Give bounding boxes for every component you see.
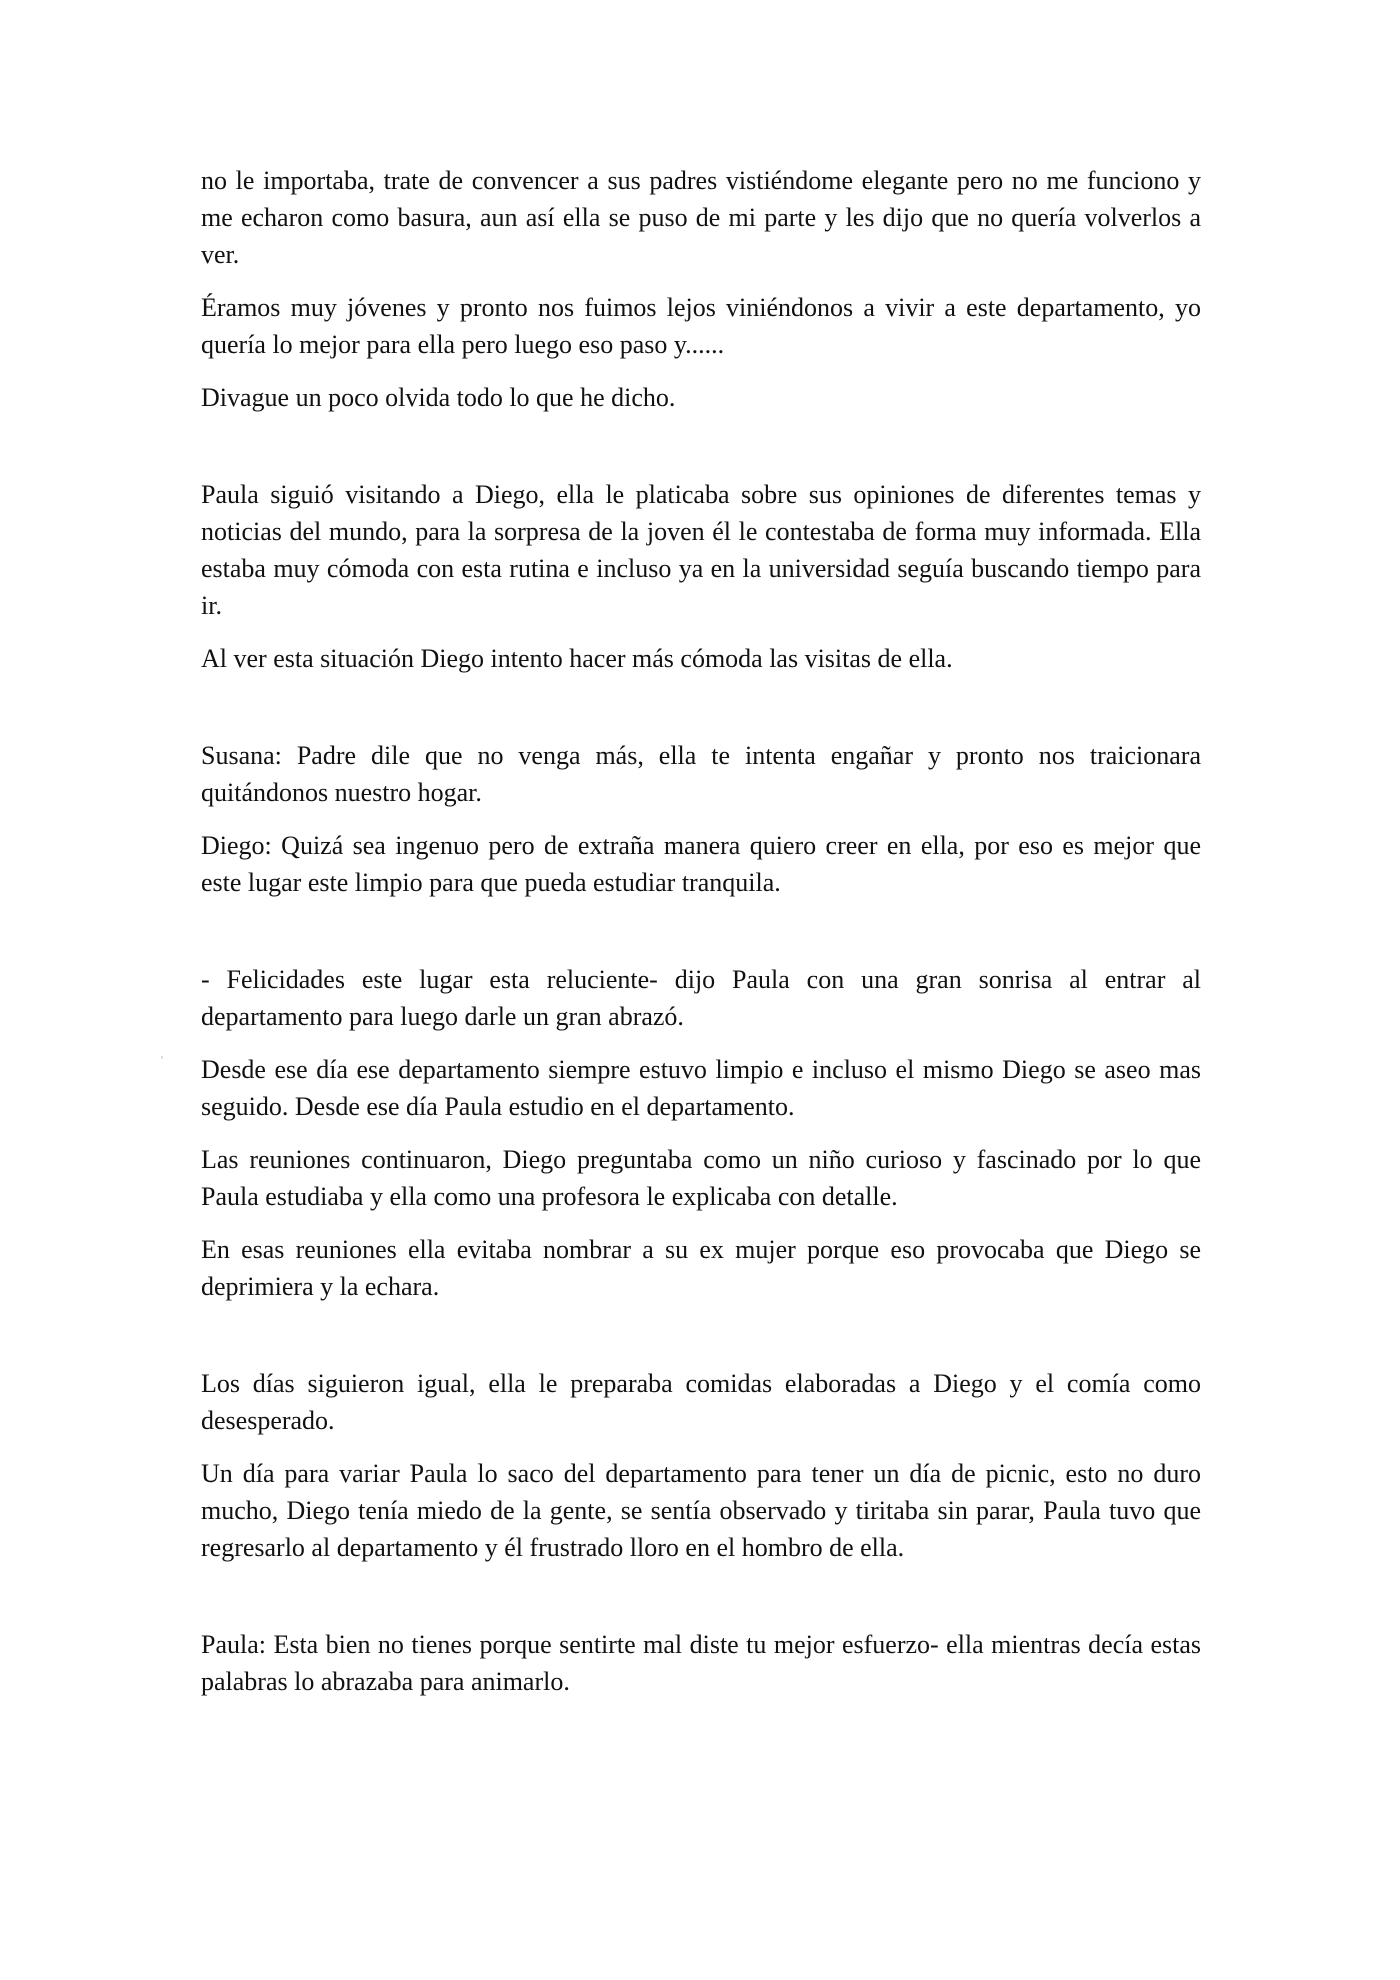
paragraph-13: Un día para variar Paula lo saco del departamento para tener un día de picnic, esto no duro mucho, Diego tenía miedo de la gente, se sentía observado y tiritaba sin parar, Paula tuvo que regresarlo al departamento y él frustrado lloro en el hombro de ella. [201, 1459, 1201, 1562]
paragraph-5: Al ver esta situación Diego intento hacer más cómoda las visitas de ella. [201, 644, 953, 673]
paragraph-10: Las reuniones continuaron, Diego preguntaba como un niño curioso y fascinado por lo que Paula estudiaba y ella como una profesora le explicaba con detalle. [201, 1145, 1201, 1211]
paragraph-2: Éramos muy jóvenes y pronto nos fuimos lejos viniéndonos a vivir a este departamento, yo quería lo mejor para ella pero luego eso paso y...... [201, 293, 1201, 359]
paragraph-3: Divague un poco olvida todo lo que he dicho. [201, 383, 676, 412]
paragraph-6: Susana: Padre dile que no venga más, ella te intenta engañar y pronto nos traicionara quitándonos nuestro hogar. [201, 741, 1201, 807]
paragraph-9: Desde ese día ese departamento siempre estuvo limpio e incluso el mismo Diego se aseo mas seguido. Desde ese día Paula estudio en el departamento. [201, 1055, 1201, 1121]
scan-speck [161, 1056, 163, 1059]
paragraph-14: Paula: Esta bien no tienes porque sentirte mal diste tu mejor esfuerzo- ella mientras decía estas palabras lo abrazaba para animarlo. [201, 1630, 1201, 1696]
paragraph-8: - Felicidades este lugar esta reluciente- dijo Paula con una gran sonrisa al entrar al departamento para luego darle un gran abrazó. [201, 965, 1201, 1031]
paragraph-7: Diego: Quizá sea ingenuo pero de extraña manera quiero creer en ella, por eso es mejor que este lugar este limpio para que pueda estudiar tranquila. [201, 831, 1201, 897]
paragraph-1: no le importaba, trate de convencer a sus padres vistiéndome elegante pero no me funciono y me echaron como basura, aun así ella se puso de mi parte y les dijo que no quería volverlos a ver. [201, 166, 1201, 269]
paragraph-12: Los días siguieron igual, ella le preparaba comidas elaboradas a Diego y el comía como desesperado. [201, 1369, 1201, 1435]
paragraph-4: Paula siguió visitando a Diego, ella le platicaba sobre sus opiniones de diferentes temas y noticias del mundo, para la sorpresa de la joven él le contestaba de forma muy informada. Ella estaba muy cómoda con esta rutina e incluso ya en la universidad seguía buscando tiempo para ir. [201, 480, 1201, 620]
paragraph-11: En esas reuniones ella evitaba nombrar a su ex mujer porque eso provocaba que Diego se deprimiera y la echara. [201, 1235, 1201, 1301]
document-body [201, 162, 1201, 1716]
